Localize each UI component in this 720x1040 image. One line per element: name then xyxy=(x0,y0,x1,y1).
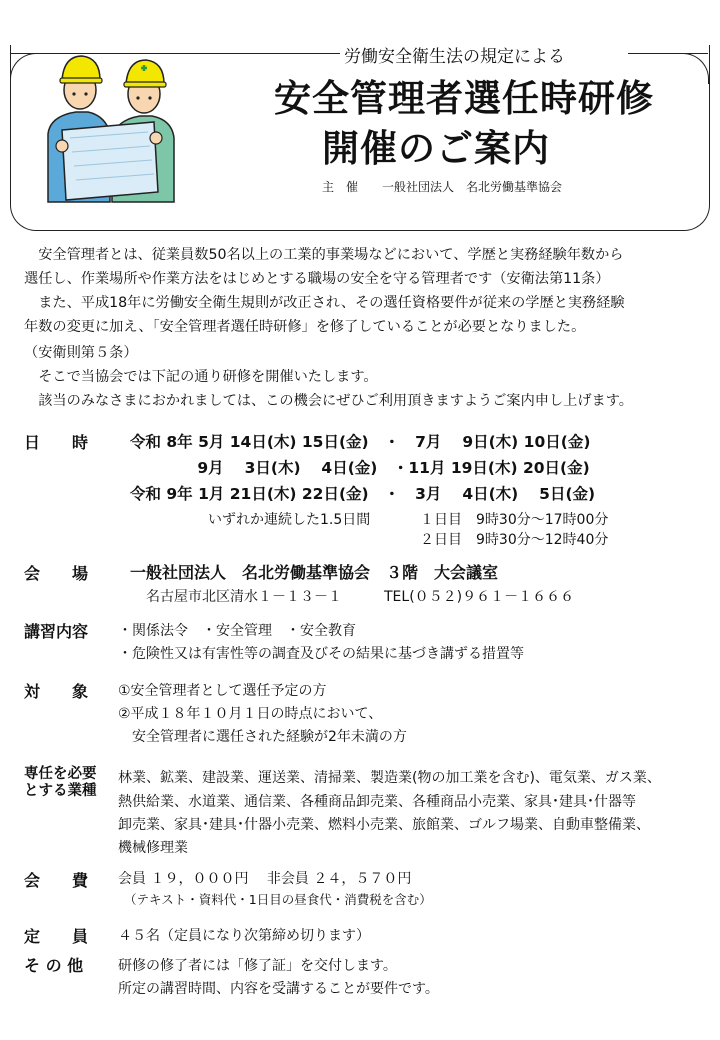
content-line-1: ・関係法令 ・安全管理 ・安全教育 xyxy=(118,623,356,639)
intro-line: 年数の変更に加え、「安全管理者選任時研修」を修了していることが必要となりました。 xyxy=(24,319,586,335)
venue-name: 一般社団法人 名北労働基準協会 ３階 大会議室 xyxy=(130,563,499,582)
industries-label-1: 専任を必要 xyxy=(24,766,97,782)
content-line-2: ・危険性又は有害性等の調査及びその結果に基づき講ずる措置等 xyxy=(118,646,524,662)
target-label: 対 象 xyxy=(24,682,89,701)
fee-label: 会 費 xyxy=(24,871,89,890)
schedule-label: 日 時 xyxy=(24,433,89,452)
intro-line: 該当のみなさまにおかれましては、この機会にぜひご利用頂きますようご案内申し上げます。 xyxy=(24,393,633,409)
other-line-1: 研修の修了者には「修了証」を交付します。 xyxy=(118,958,397,974)
industries-line: 林業、鉱業、建設業、運送業、清掃業、製造業(物の加工業を含む)、電気業、ガス業、 xyxy=(118,770,661,786)
header-frame-top-right xyxy=(628,53,708,54)
schedule-line-3: 令和 9年 1月 21日(木) 22日(金) ・ 3月 4日(木) 5日(金) xyxy=(130,485,596,503)
venue-address: 名古屋市北区清水１－１３－１ TEL(０５２)９６１－１６６６ xyxy=(146,589,575,605)
schedule-day2: ２日目 9時30分～12時40分 xyxy=(420,532,609,548)
fee-line-1: 会員 １９，０００円 非会員 ２４，５７０円 xyxy=(118,871,412,887)
other-line-2: 所定の講習時間、内容を受講することが要件です。 xyxy=(118,981,439,997)
intro-line: （安衛則第５条） xyxy=(24,345,138,361)
intro-line: 選任し、作業場所や作業方法をはじめとする職場の安全を守る管理者です（安衛法第11条） xyxy=(24,271,610,287)
fee-line-2: （テキスト・資料代・1日目の昼食代・消費税を含む） xyxy=(124,892,432,907)
workers-illustration xyxy=(40,42,180,211)
title-line-1: 安全管理者選任時研修 xyxy=(274,77,654,120)
target-line-2: ②平成１８年１０月１日の時点において、 xyxy=(118,706,383,722)
capacity-value: ４５名（定員になり次第締め切ります） xyxy=(118,928,370,944)
target-line-1: ①安全管理者として選任予定の方 xyxy=(118,683,327,699)
other-label: そ の 他 xyxy=(24,956,84,975)
target-line-3: 安全管理者に選任された経験が2年未満の方 xyxy=(118,729,407,745)
content-label: 講習内容 xyxy=(24,622,89,641)
industries-line: 熱供給業、水道業、通信業、各種商品卸売業、各種商品小売業、家具･建具･什器等 xyxy=(118,794,636,810)
schedule-line-1: 令和 8年 5月 14日(木) 15日(金) ・ 7月 9日(木) 10日(金) xyxy=(130,433,591,451)
organizer: 主 催 一般社団法人 名北労働基準協会 xyxy=(322,180,563,194)
header-subtitle: 労働安全衛生法の規定による xyxy=(344,47,565,67)
industries-label-2: とする業種 xyxy=(24,783,97,799)
schedule-line-2: 9月 3日(木) 4日(金) ・11月 19日(木) 20日(金) xyxy=(130,459,590,477)
venue-label: 会 場 xyxy=(24,564,89,583)
industries-line: 機械修理業 xyxy=(118,840,188,856)
intro-line: そこで当協会では下記の通り研修を開催いたします。 xyxy=(24,369,378,385)
intro-line: 安全管理者とは、従業員数50名以上の工業的事業場などにおいて、学歴と実務経験年数から xyxy=(24,247,624,263)
industries-line: 卸売業、家具･建具･什器小売業、燃料小売業、旅館業、ゴルフ場業、自動車整備業、 xyxy=(118,817,650,833)
intro-line: また、平成18年に労働安全衛生規則が改正され、その選任資格要件が従来の学歴と実務経験 xyxy=(24,295,625,311)
title-line-2: 開催のご案内 xyxy=(322,127,550,170)
schedule-day1: １日目 9時30分～17時00分 xyxy=(420,512,609,528)
schedule-duration: いずれか連続した1.5日間 xyxy=(208,512,371,528)
capacity-label: 定 員 xyxy=(24,927,89,946)
